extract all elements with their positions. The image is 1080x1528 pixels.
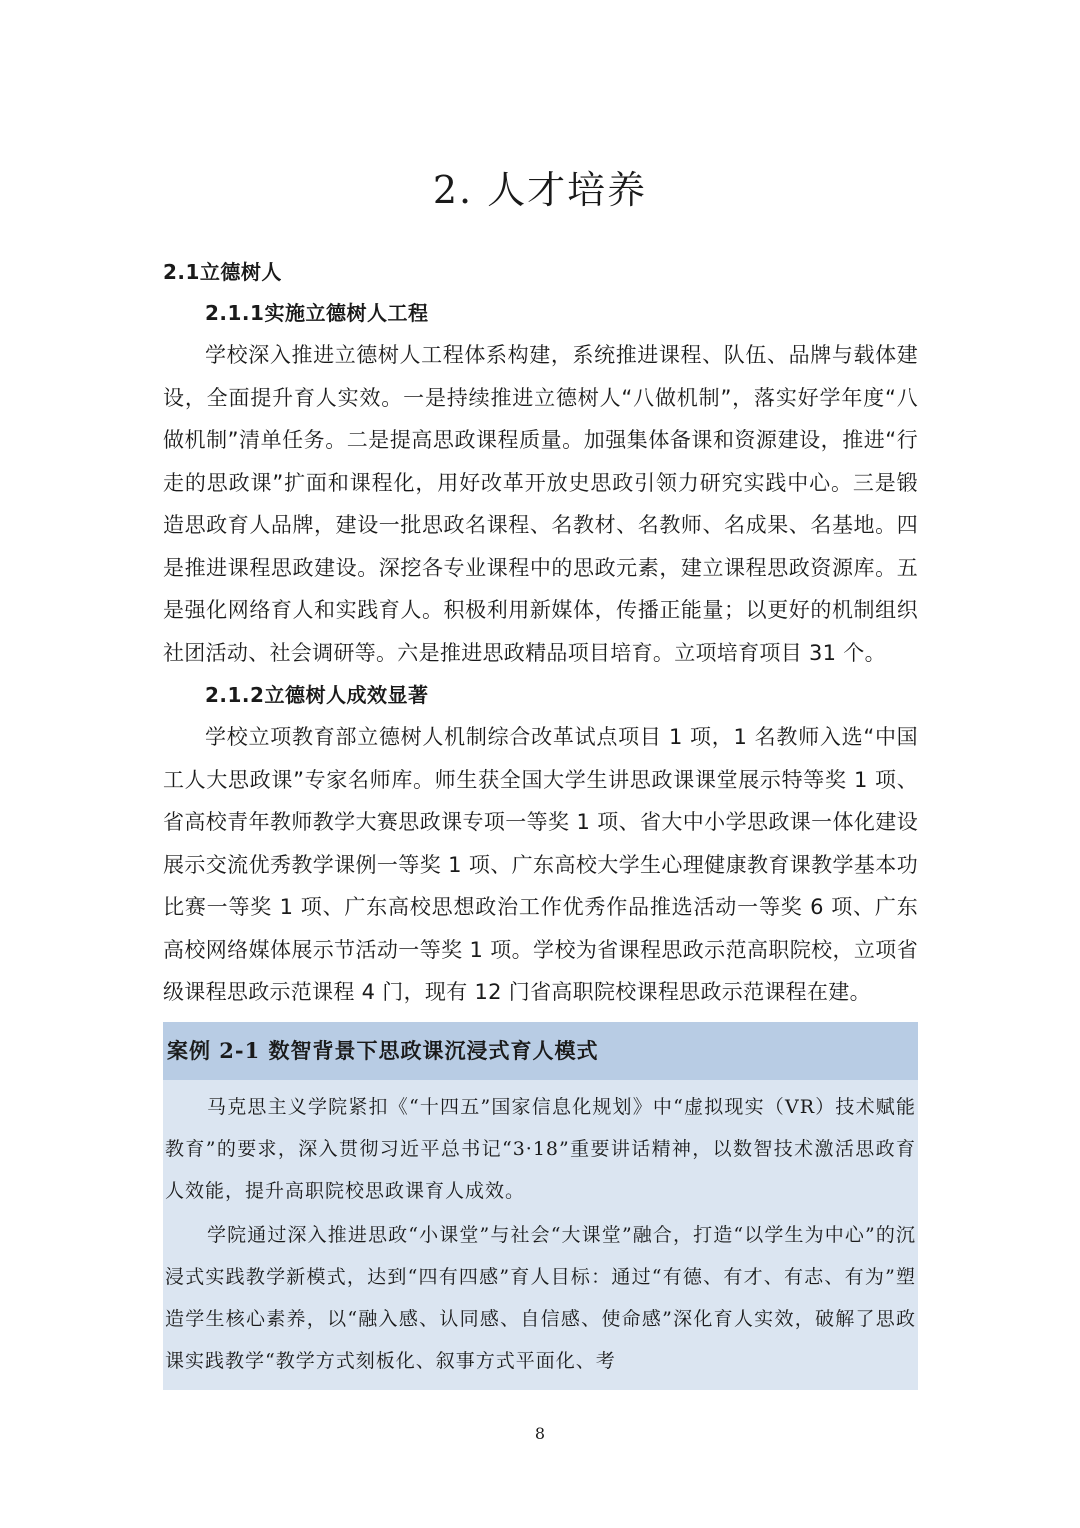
subsection-heading-2: 2.1.2立德树人成效显著 [205, 683, 429, 707]
case-paragraph-2: 学院通过深入推进思政“小课堂”与社会“大课堂”融合，打造“以学生为中心”的沉浸式实践教学新模式，达到“四有四感”育人目标：通过“有德、有才、有志、有为”塑造学生核心素养，以“融入感、认同感、自信感、使命感”深化育人实效，破解了思政课实践教学“教学方式刻板化、叙事方式平面化、考 [165, 1223, 916, 1372]
subsection-paragraph-1: 学校深入推进立德树人工程体系构建，系统推进课程、队伍、品牌与载体建设，全面提升育人实效。一是持续推进立德树人“八做机制”，落实好学年度“八做机制”清单任务。二是提高思政课程质量。加强集体备课和资源建设，推进“行走的思政课”扩面和课程化，用好改革开放史思政引领力研究实践中心。三是锻造思政育人品牌，建设一批思政名课程、名教材、名教师、名成果、名基地。四是推进课程思政建设。深挖各专业课程中的思政元素，建立课程思政资源库。五是强化网络育人和实践育人。积极利用新媒体，传播正能量；以更好的机制组织社团活动、社会调研等。六是推进思政精品项目培育。立项培育项目 31 个。 [163, 343, 918, 665]
content-area [163, 252, 918, 1390]
subsection-paragraph-2: 学校立项教育部立德树人机制综合改革试点项目 1 项，1 名教师入选“中国工人大思政课”专家名师库。师生获全国大学生讲思政课课堂展示特等奖 1 项、省高校青年教师教学大赛思政课专项一等奖 1 项、省大中小学思政课一体化建设展示交流优秀教学课例一等奖 1 项、广东高校大学生心理健康教育课教学基本功比赛一等奖 1 项、广东高校思想政治工作优秀作品推选活动一等奖 6 项、广东高校网络媒体展示节活动一等奖 1 项。学校为省课程思政示范高职院校，立项省级课程思政示范课程 4 门，现有 12 门省高职院校课程思政示范课程在建。 [163, 725, 918, 1004]
case-paragraph-1: 马克思主义学院紧扣《“十四五”国家信息化规划》中“虚拟现实（VR）技术赋能教育”的要求，深入贯彻习近平总书记“3·18”重要讲话精神，以数智技术激活思政育人效能，提升高职院校思政课育人成效。 [165, 1095, 916, 1202]
case-body [163, 1080, 918, 1390]
case-title: 案例 2-1 数智背景下思政课沉浸式育人模式 [163, 1022, 918, 1080]
section-heading: 2.1立德树人 [163, 260, 282, 284]
subsection-heading-1: 2.1.1实施立德树人工程 [205, 301, 429, 325]
page-number: 8 [534, 1424, 546, 1443]
chapter-title: 2. 人才培养 [432, 168, 648, 212]
case-box [163, 1022, 918, 1390]
